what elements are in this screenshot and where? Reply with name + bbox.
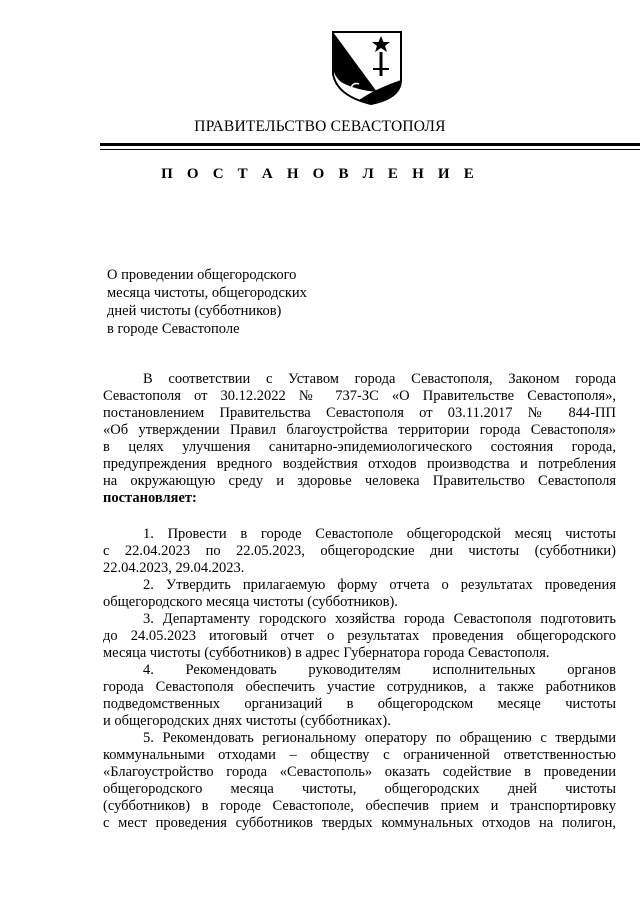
item-2-line: общегородского месяца чистоты (субботников).	[103, 594, 398, 610]
document-subject	[107, 266, 307, 338]
item-3-line: 3. Департаменту городского хозяйства города Севастополя подготовить	[143, 611, 616, 627]
item-1-line: 22.04.2023, 29.04.2023.	[103, 560, 245, 576]
item-5-line: (субботников) в городе Севастополе, обеспечив прием и транспортировку	[103, 798, 616, 814]
sevastopol-coat-of-arms-icon	[331, 30, 403, 106]
header-rule-thin	[100, 149, 640, 150]
item-4-line: подведомственных организаций в общегородском месяце чистоты	[103, 696, 616, 712]
item-5-line: 5. Рекомендовать региональному оператору по обращению с твердыми	[143, 730, 616, 746]
subject-line: дней чистоты (субботников)	[107, 303, 282, 319]
item-1-line: с 22.04.2023 по 22.05.2023, общегородские дни чистоты (субботники)	[103, 543, 616, 559]
government-name: ПРАВИТЕЛЬСТВО СЕВАСТОПОЛЯ	[194, 118, 446, 135]
preamble-line: постановлением Правительства Севастополя от 03.11.2017 № 844-ПП	[103, 405, 616, 421]
item-3-line: до 24.05.2023 итоговый отчет о результатах проведения общегородского	[103, 628, 616, 644]
item-4-line: 4. Рекомендовать руководителям исполнительных органов	[143, 662, 616, 678]
header-rule-thick	[100, 143, 640, 146]
preamble-line: предупреждения вредного воздействия отходов производства и потребления	[103, 456, 616, 472]
subject-line: месяца чистоты, общегородских	[107, 285, 307, 301]
item-4-line: города Севастополя обеспечить участие сотрудников, а также работников	[103, 679, 616, 695]
preamble-line: «Об утверждении Правил благоустройства территории города Севастополя»	[103, 422, 616, 438]
resolution-verb: постановляет:	[103, 490, 197, 506]
subject-line: О проведении общегородского	[107, 267, 297, 283]
preamble-line: в целях улучшения санитарно-эпидемиологического состояния города,	[103, 439, 616, 455]
document-title: П О С Т А Н О В Л Е Н И Е	[161, 166, 479, 182]
document-body	[103, 371, 616, 832]
item-3-line: месяца чистоты (субботников) в адрес Губернатора города Севастополя.	[103, 645, 550, 661]
preamble-line: Севастополя от 30.12.2022 № 737-ЗС «О Правительстве Севастополя»,	[103, 388, 616, 404]
item-5-line: «Благоустройство города «Севастополь» оказать содействие в проведении	[103, 764, 616, 780]
preamble-line: на окружающую среду и здоровье человека Правительство Севастополя	[103, 473, 616, 489]
item-5-line: коммунальными отходами – обществу с ограниченной ответственностью	[103, 747, 616, 763]
preamble-line: В соответствии с Уставом города Севастополя, Законом города	[143, 371, 616, 387]
item-5-line: с мест проведения субботников твердых коммунальных отходов на полигон,	[103, 815, 616, 831]
item-4-line: и общегородских днях чистоты (субботниках).	[103, 713, 391, 729]
subject-line: в городе Севастополе	[107, 321, 240, 337]
item-5-line: общегородского месяца чистоты, общегородских дней чистоты	[103, 781, 616, 797]
item-1-line: 1. Провести в городе Севастополе общегородской месяц чистоты	[143, 526, 616, 542]
item-2-line: 2. Утвердить прилагаемую форму отчета о результатах проведения	[143, 577, 616, 593]
